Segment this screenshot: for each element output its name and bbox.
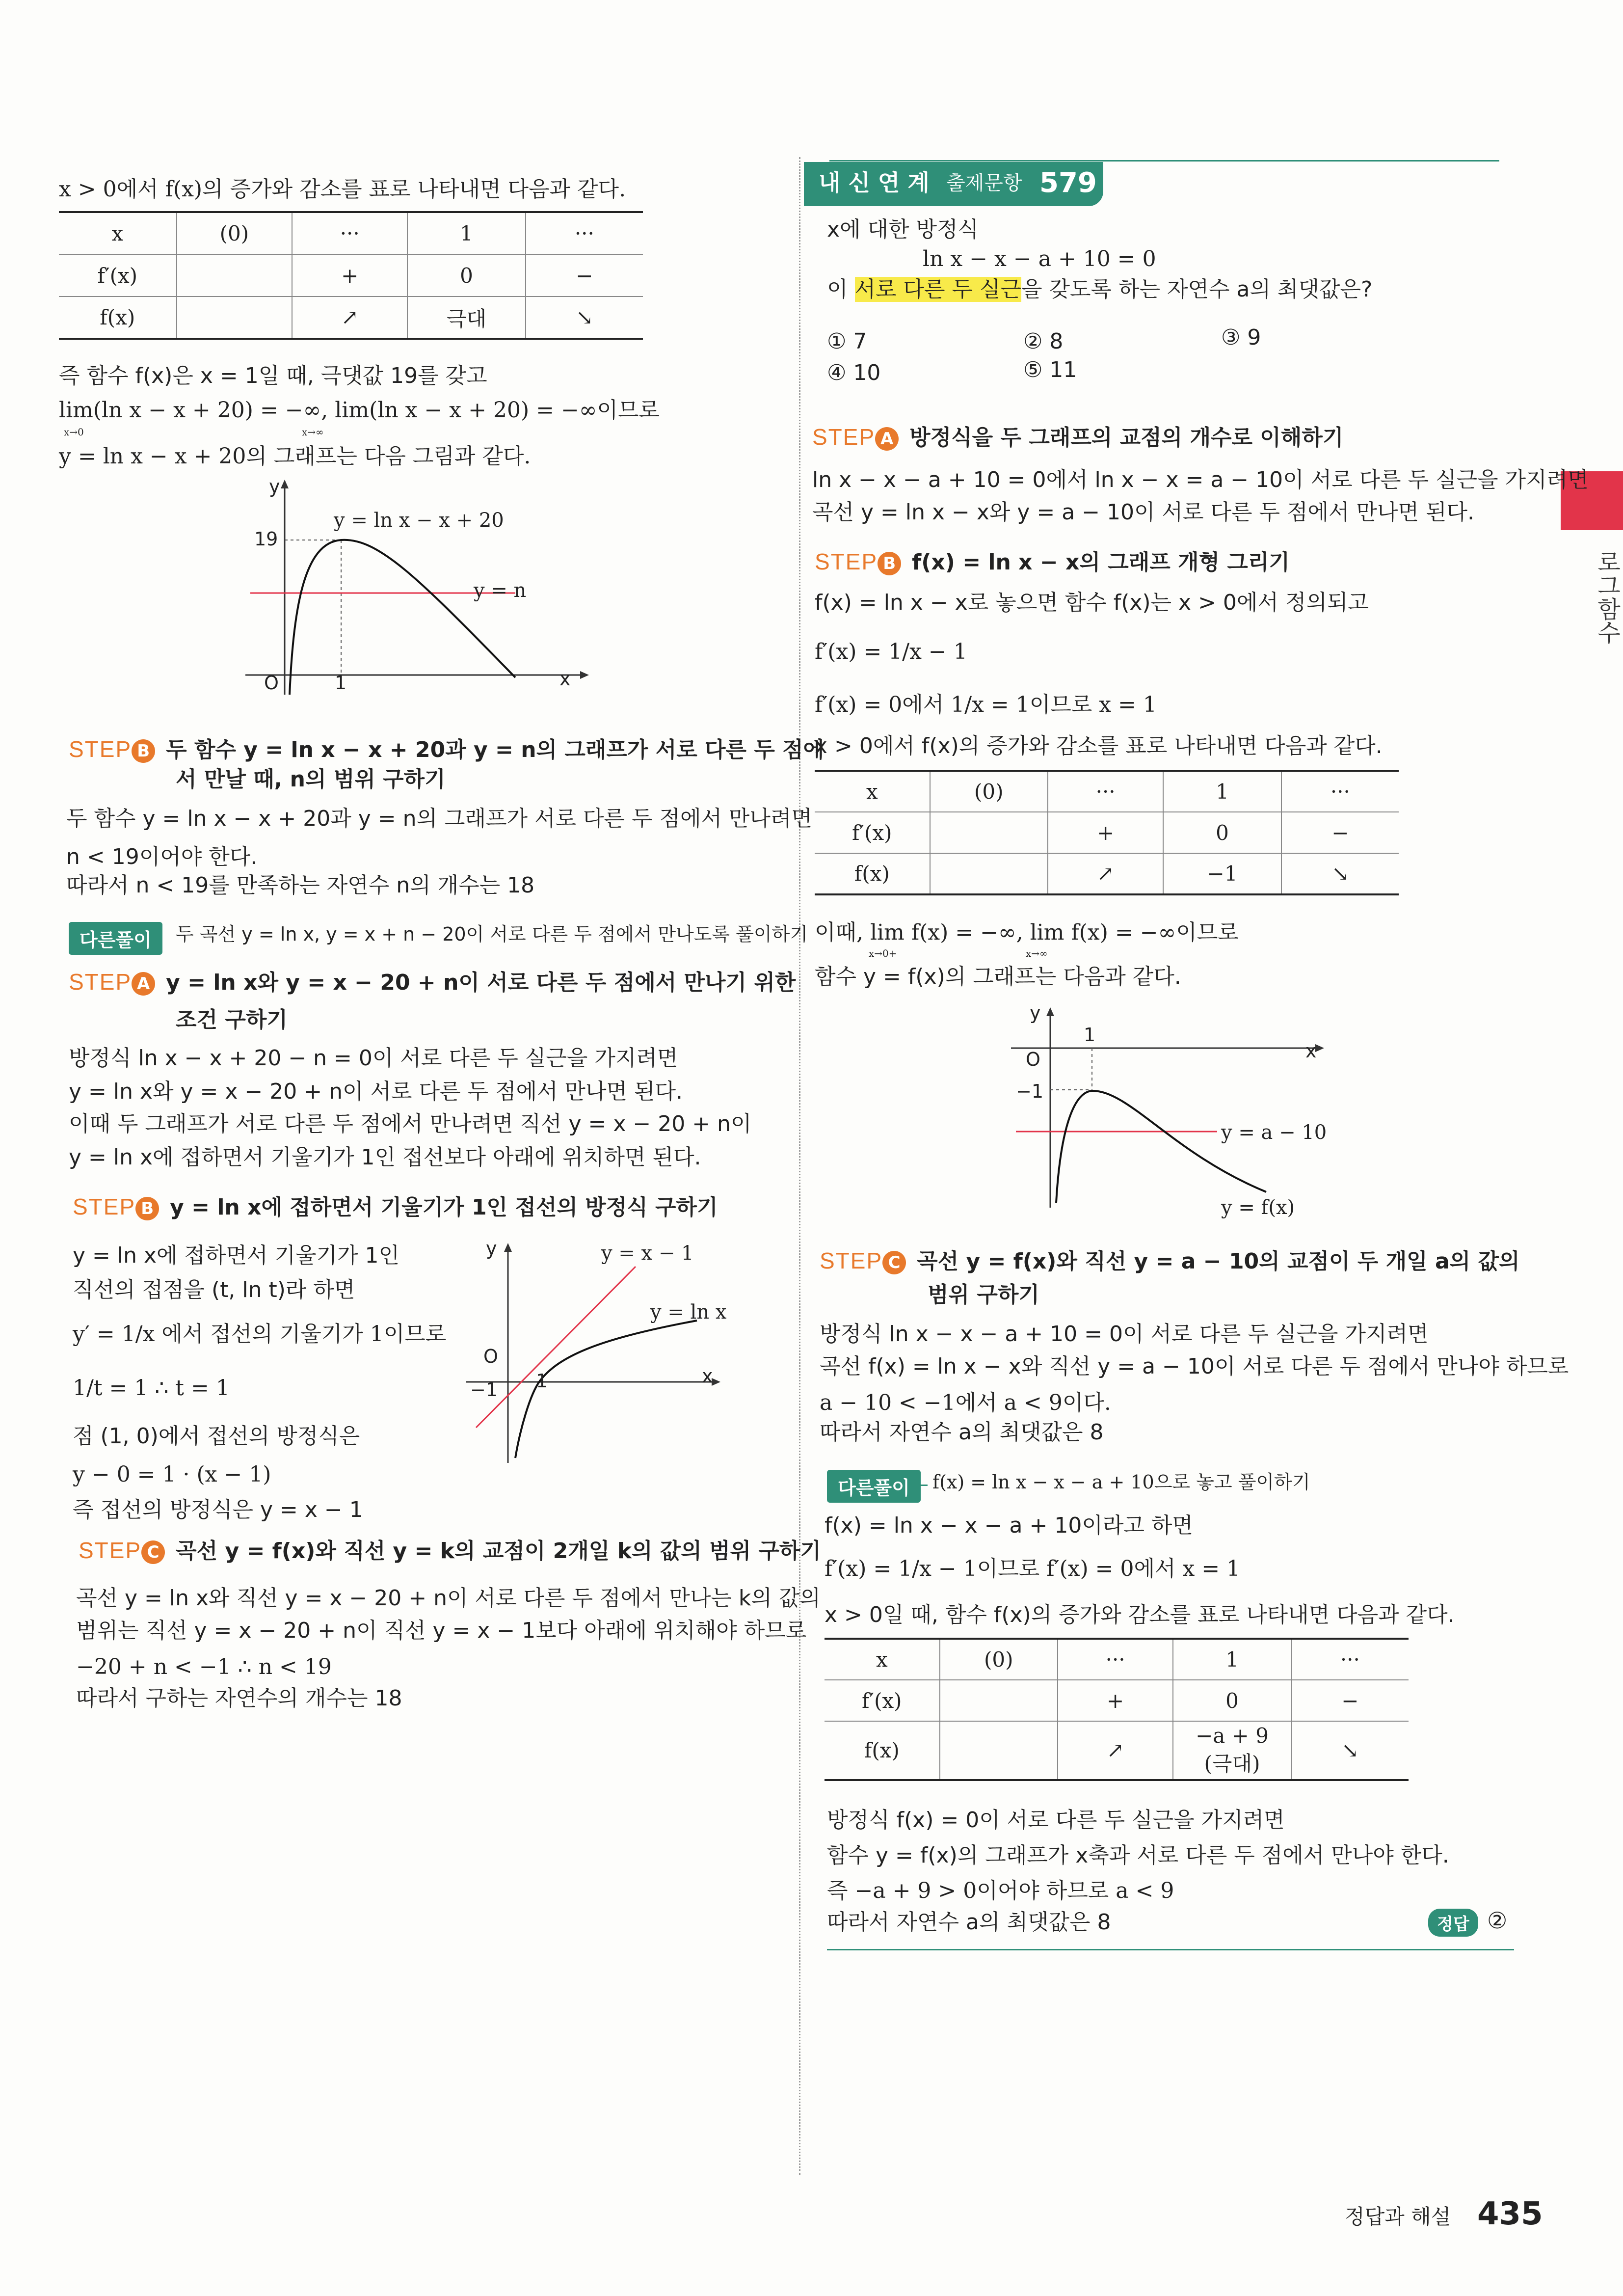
- choice-1[interactable]: ① 7: [827, 329, 867, 354]
- table-cell: (0): [177, 212, 293, 254]
- table-cell: [930, 812, 1048, 853]
- question-equation: ln x − x − a + 10 = 0: [923, 246, 1156, 271]
- graph-3-origin: O: [1026, 1049, 1040, 1070]
- sign-table-1: [59, 211, 643, 340]
- choice-2[interactable]: ② 8: [1023, 329, 1064, 354]
- table-cell: 0: [1163, 812, 1281, 853]
- text-line: 직선의 접점을 (t, ln t)라 하면: [73, 1277, 355, 1302]
- text-line: f(x) = ln x − x로 놓으면 함수 f(x)는 x > 0에서 정의되고: [815, 590, 1369, 615]
- table-cell: x: [815, 771, 930, 812]
- problem-number: 579: [1039, 167, 1097, 199]
- step-title-cont: 서 만날 때, n의 범위 구하기: [176, 767, 446, 792]
- table-cell: ···: [1048, 771, 1163, 812]
- text-line: 즉 접선의 방정식은 y = x − 1: [73, 1497, 363, 1522]
- step-letter: C: [141, 1540, 165, 1564]
- text-line: 이때 두 그래프가 서로 다른 두 점에서 만나려면 직선 y = x − 20 + n이: [69, 1111, 752, 1136]
- limit-line: lim(ln x − x + 20) = −∞, lim(ln x − x + 20) = −∞이므로: [59, 398, 660, 423]
- graph-2-x-axis-label: x: [702, 1365, 713, 1387]
- graph-3-y-axis-label: y: [1030, 1002, 1041, 1024]
- graph-1-line-label: y = n: [474, 579, 527, 602]
- step-title: f(x) = ln x − x의 그래프 개형 그리기: [912, 550, 1290, 575]
- step-letter: A: [875, 427, 899, 451]
- text-line: y = ln x에 접하면서 기울기가 1인: [73, 1243, 400, 1268]
- table-cell: 1: [1163, 771, 1281, 812]
- choice-4[interactable]: ④ 10: [827, 360, 881, 385]
- text-line: y′ = 1/x 에서 접선의 기울기가 1이므로: [73, 1322, 447, 1347]
- step-b-heading: STEP B 두 함수 y = ln x − x + 20과 y = n의 그래프가 서로 다른 두 점에: [69, 736, 825, 762]
- graph-3-x-tick: 1: [1084, 1024, 1096, 1046]
- text-line: 곡선 y = ln x − x와 y = a − 10이 서로 다른 두 점에서 만나면 된다.: [812, 500, 1475, 525]
- graph-3-x-axis-label: x: [1305, 1040, 1317, 1062]
- step-title: y = ln x와 y = x − 20 + n이 서로 다른 두 점에서 만나기 위한: [166, 970, 796, 995]
- step-letter: B: [135, 1197, 159, 1220]
- alt-solution-badge: 다른풀이: [69, 922, 162, 955]
- text-line: f′(x) = 1/x − 1: [815, 639, 967, 664]
- table-cell: ···: [292, 212, 407, 254]
- table-cell: (0): [940, 1639, 1058, 1680]
- step-title: 두 함수 y = ln x − x + 20과 y = n의 그래프가 서로 다른 두 점에: [166, 737, 825, 762]
- graph-3-line-label: y = a − 10: [1221, 1121, 1327, 1144]
- graph-3-curve-label: y = f(x): [1221, 1196, 1295, 1219]
- column-divider: [799, 157, 800, 2175]
- text-line: x > 0에서 f(x)의 증가와 감소를 표로 나타내면 다음과 같다.: [815, 733, 1383, 758]
- table-cell: x: [825, 1639, 940, 1680]
- graph-1-y-axis-label: y: [269, 476, 280, 497]
- step-title: 곡선 y = f(x)와 직선 y = a − 10의 교점이 두 개일 a의 값의: [917, 1249, 1520, 1274]
- header-rule: [829, 160, 1499, 162]
- text-line: 점 (1, 0)에서 접선의 방정식은: [73, 1424, 360, 1449]
- table-cell: −: [526, 254, 643, 297]
- text-line: 범위는 직선 y = x − 20 + n이 직선 y = x − 1보다 아래에 위치해야 하므로: [76, 1618, 807, 1643]
- table-cell: [177, 297, 293, 339]
- text-line: 함수 y = f(x)의 그래프가 x축과 서로 다른 두 점에서 만나야 한다.: [827, 1843, 1449, 1868]
- text-line: 방정식 f(x) = 0이 서로 다른 두 실근을 가지려면: [827, 1808, 1285, 1833]
- text-line: 방정식 ln x − x − a + 10 = 0이 서로 다른 두 실근을 가지려면: [820, 1322, 1429, 1347]
- table-cell: x: [59, 212, 177, 254]
- table-cell: ↘: [1281, 853, 1399, 894]
- text-line: 따라서 구하는 자연수의 개수는 18: [76, 1686, 402, 1711]
- text-line: f′(x) = 0에서 1/x = 1이므로 x = 1: [815, 692, 1157, 717]
- step-a-heading: STEP A y = ln x와 y = x − 20 + n이 서로 다른 두 점에서 만나기 위한: [69, 969, 796, 995]
- step-a-heading: STEP A 방정식을 두 그래프의 교점의 개수로 이해하기: [812, 424, 1344, 450]
- step-b-heading: STEP B f(x) = ln x − x의 그래프 개형 그리기: [815, 549, 1290, 575]
- table-cell: f′(x): [59, 254, 177, 297]
- step-c-heading: STEP C 곡선 y = f(x)와 직선 y = k의 교점이 2개일 k의 값의 범위 구하기: [79, 1538, 821, 1564]
- limit-subscript: x→∞: [302, 426, 324, 438]
- text-line: 곡선 f(x) = ln x − x와 직선 y = a − 10이 서로 다른 두 점에서 만나야 하므로: [820, 1354, 1569, 1379]
- text-line: y − 0 = 1 · (x − 1): [73, 1462, 271, 1487]
- answer-rule: [827, 1949, 1514, 1950]
- graph-1-curve-label: y = ln x − x + 20: [334, 509, 504, 532]
- step-title-cont: 조건 구하기: [176, 1007, 288, 1032]
- badge-tail: [918, 1485, 928, 1486]
- step-letter: B: [132, 739, 155, 763]
- step-letter: B: [878, 552, 901, 575]
- section-tab-label: 로그함수: [1593, 550, 1621, 644]
- answer-value: ②: [1487, 1907, 1508, 1934]
- step-title: 곡선 y = f(x)와 직선 y = k의 교점이 2개일 k의 값의 범위 구하기: [176, 1539, 821, 1564]
- text-line: 따라서 n < 19를 만족하는 자연수 n의 개수는 18: [66, 873, 535, 898]
- graph-1-y-tick: 19: [254, 528, 278, 550]
- graph-2-line-label: y = x − 1: [601, 1242, 694, 1265]
- max-value: −a + 9: [1196, 1724, 1269, 1748]
- table-cell: [930, 853, 1048, 894]
- table-cell: ···: [1281, 771, 1399, 812]
- limit-line: 이때, lim f(x) = −∞, lim f(x) = −∞이므로: [815, 920, 1239, 945]
- question-line: [827, 276, 1372, 303]
- sign-table-3: [825, 1638, 1409, 1781]
- step-title: 방정식을 두 그래프의 교점의 개수로 이해하기: [909, 425, 1344, 450]
- text-line: 즉 함수 f(x)은 x = 1일 때, 극댓값 19를 갖고: [59, 363, 487, 388]
- table-cell: ↗: [292, 297, 407, 339]
- text-line: y = ln x와 y = x − 20 + n이 서로 다른 두 점에서 만나면 된다.: [69, 1079, 683, 1104]
- question-text: 을 갖도록 하는 자연수 a의 최댓값은?: [1021, 277, 1373, 302]
- text-line: x > 0일 때, 함수 f(x)의 증가와 감소를 표로 나타내면 다음과 같다.: [825, 1602, 1455, 1627]
- text-line: a − 10 < −1에서 a < 9이다.: [820, 1390, 1111, 1415]
- table-cell: [1173, 1721, 1291, 1780]
- graph-2-y-axis-label: y: [486, 1238, 497, 1259]
- text-line: 1/t = 1 ∴ t = 1: [73, 1376, 230, 1401]
- graph-2-y-tick: −1: [470, 1379, 498, 1401]
- table-cell: ↗: [1048, 853, 1163, 894]
- table-cell: [940, 1680, 1058, 1721]
- question-highlight: 서로 다른 두 실근: [854, 277, 1021, 302]
- graph-3-y-tick: −1: [1016, 1080, 1044, 1102]
- table-cell: +: [292, 254, 407, 297]
- step-title: y = ln x에 접하면서 기울기가 1인 접선의 방정식 구하기: [170, 1195, 718, 1220]
- table-cell: (0): [930, 771, 1048, 812]
- table-cell: ↘: [526, 297, 643, 339]
- text-line: 방정식 ln x − x + 20 − n = 0이 서로 다른 두 실근을 가지려면: [69, 1046, 678, 1071]
- graph-1-x-tick: 1: [335, 672, 347, 694]
- limit-subscript: x→0+: [869, 947, 897, 959]
- graph-3: [1011, 1006, 1325, 1213]
- table-cell: f′(x): [815, 812, 930, 853]
- graph-2: [466, 1242, 721, 1468]
- alt-solution-title: 두 곡선 y = ln x, y = x + n − 20이 서로 다른 두 점에서 만나도록 풀이하기: [176, 923, 808, 945]
- table-cell: ↘: [1291, 1721, 1409, 1780]
- text-line: ln x − x − a + 10 = 0에서 ln x − x = a − 10이 서로 다른 두 실근을 가지려면: [812, 467, 1589, 492]
- choice-5[interactable]: ⑤ 11: [1023, 357, 1077, 382]
- choice-3[interactable]: ③ 9: [1221, 325, 1261, 350]
- table-cell: ···: [1291, 1639, 1409, 1680]
- table-cell: f(x): [825, 1721, 940, 1780]
- text-line: 두 함수 y = ln x − x + 20과 y = n의 그래프가 서로 다른 두 점에서 만나려면: [66, 806, 812, 831]
- text-line: 따라서 자연수 a의 최댓값은 8: [820, 1420, 1104, 1445]
- graph-2-x-tick: 1: [536, 1370, 548, 1392]
- text-line: y = ln x − x + 20의 그래프는 다음 그림과 같다.: [59, 444, 531, 469]
- answer-badge: 정답: [1428, 1909, 1478, 1937]
- table-cell: 1: [407, 212, 525, 254]
- text-line: f(x) = ln x − x − a + 10이라고 하면: [825, 1513, 1193, 1538]
- intro-text: x > 0에서 f(x)의 증가와 감소를 표로 나타내면 다음과 같다.: [59, 177, 626, 202]
- table-cell: f(x): [59, 297, 177, 339]
- question-line: x에 대한 방정식: [827, 217, 979, 242]
- step-c-heading: STEP C 곡선 y = f(x)와 직선 y = a − 10의 교점이 두 개일 a의 값의: [820, 1248, 1520, 1274]
- table-cell: ↗: [1058, 1721, 1173, 1780]
- header-sub: 출제문항: [946, 172, 1022, 194]
- text-line: 곡선 y = ln x와 직선 y = x − 20 + n이 서로 다른 두 점에서 만나는 k의 값의: [76, 1586, 821, 1611]
- table-cell: 1: [1173, 1639, 1291, 1680]
- text-line: y = ln x에 접하면서 기울기가 1인 접선보다 아래에 위치하면 된다.: [69, 1145, 701, 1170]
- problem-header: [804, 162, 1103, 206]
- table-cell: +: [1048, 812, 1163, 853]
- table-cell: −: [1281, 812, 1399, 853]
- table-cell: f(x): [815, 853, 930, 894]
- text-line: n < 19이어야 한다.: [66, 844, 258, 869]
- text-line: f′(x) = 1/x − 1이므로 f′(x) = 0에서 x = 1: [825, 1556, 1241, 1581]
- alt-solution-title: f(x) = ln x − x − a + 10으로 놓고 풀이하기: [932, 1471, 1310, 1493]
- graph-1-origin: O: [264, 672, 279, 694]
- table-cell: ···: [1058, 1639, 1173, 1680]
- table-cell: [177, 254, 293, 297]
- text-line: −20 + n < −1 ∴ n < 19: [76, 1654, 332, 1679]
- alt-solution-badge: 다른풀이: [827, 1470, 921, 1503]
- text-line: 함수 y = f(x)의 그래프는 다음과 같다.: [815, 964, 1181, 989]
- step-letter: A: [132, 972, 155, 996]
- step-b2-heading: STEP B y = ln x에 접하면서 기울기가 1인 접선의 방정식 구하기: [73, 1194, 718, 1220]
- table-cell: ···: [526, 212, 643, 254]
- table-cell: −1: [1163, 853, 1281, 894]
- max-label: (극대): [1204, 1752, 1260, 1776]
- table-cell: 0: [407, 254, 525, 297]
- step-letter: C: [882, 1251, 906, 1274]
- limit-subscript: x→∞: [1026, 947, 1048, 959]
- graph-1-x-axis-label: x: [559, 668, 571, 690]
- graph-2-curve-label: y = ln x: [650, 1301, 727, 1324]
- table-cell: −: [1291, 1680, 1409, 1721]
- table-cell: +: [1058, 1680, 1173, 1721]
- page-number: 435: [1477, 2196, 1543, 2232]
- text-line: 따라서 자연수 a의 최댓값은 8: [827, 1910, 1111, 1935]
- table-cell: [940, 1721, 1058, 1780]
- sign-table-2: [815, 770, 1399, 895]
- limit-subscript: x→0: [64, 426, 84, 438]
- step-title-cont: 범위 구하기: [928, 1282, 1039, 1307]
- question-text: 이: [827, 277, 855, 302]
- table-cell: 0: [1173, 1680, 1291, 1721]
- table-cell: 극대: [407, 297, 525, 339]
- text-line: 즉 −a + 9 > 0이어야 하므로 a < 9: [827, 1878, 1174, 1903]
- graph-2-origin: O: [483, 1346, 498, 1367]
- table-cell: f′(x): [825, 1680, 940, 1721]
- footer-label: 정답과 해설: [1345, 2205, 1451, 2229]
- header-label: 내 신 연 계: [819, 169, 930, 196]
